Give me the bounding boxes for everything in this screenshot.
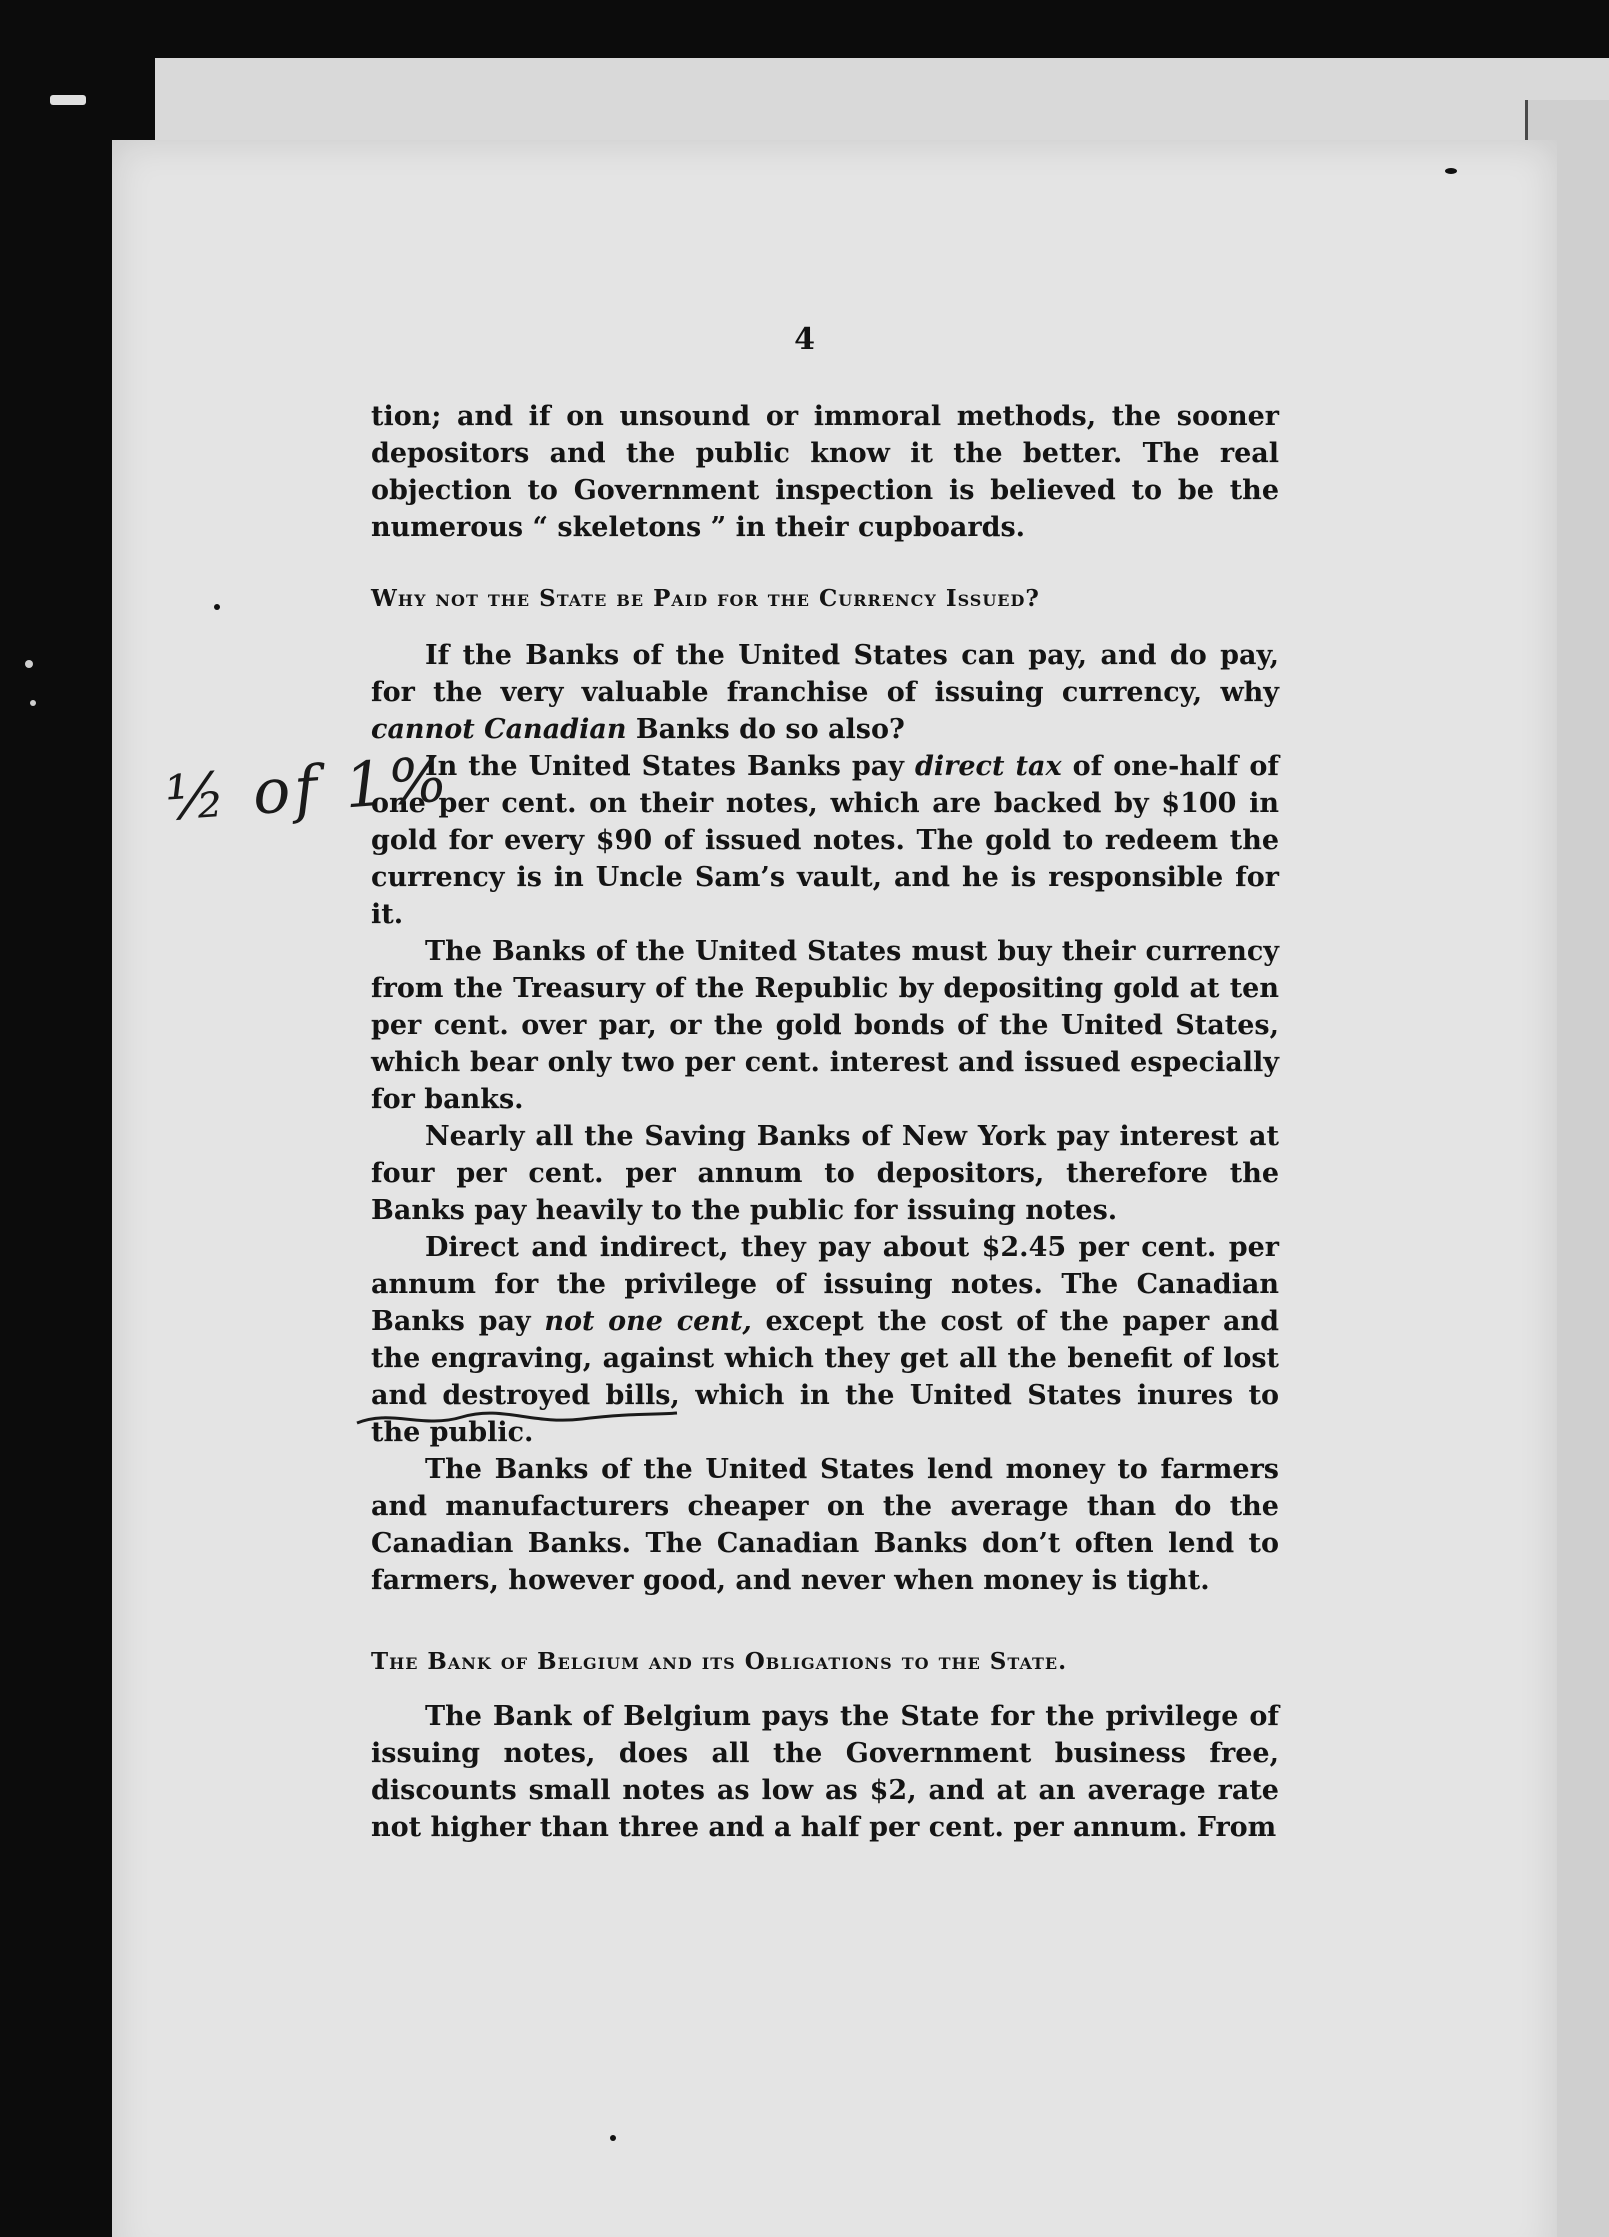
- currency-section-body: [371, 637, 1279, 1599]
- section-heading-belgium: The Bank of Belgium and its Obligations to the State.: [371, 1648, 1068, 1675]
- paragraph-direct-tax: In the United States Banks pay direct tax of one-half of one per cent. on their notes, which are backed by $100 in gold for every $90 of issued notes. The gold to redeem the currency is in Uncle Sam’s vault, and he is responsible for it.: [371, 751, 1279, 930]
- paragraph-bank-of-belgium: The Bank of Belgium pays the State for the privilege of issuing notes, does all the Government business free, discounts small notes as low as $2, and at an average rate not higher than three and a half per cent. per annum. From: [371, 1701, 1279, 1843]
- page-number: 4: [794, 322, 815, 357]
- handwritten-underline-icon: [352, 1395, 682, 1435]
- paragraph-treasury: The Banks of the United States must buy their currency from the Treasury of the Republic by depositing gold at ten per cent. over par, or the gold bonds of the United States, which bear only two per cent. interest and issued especially for banks.: [371, 936, 1279, 1115]
- scan-artifact: [1445, 168, 1457, 174]
- paragraph-franchise: If the Banks of the United States can pay, and do pay, for the very valuable franchise of issuing currency, why cannot Canadian Banks do so also?: [371, 640, 1279, 745]
- paragraph-saving-banks: Nearly all the Saving Banks of New York pay interest at four per cent. per annum to depositors, therefore the Banks pay heavily to the public for issuing notes.: [371, 1121, 1279, 1226]
- paragraph-lending: The Banks of the United States lend money to farmers and manufacturers cheaper on the average than do the Canadian Banks. The Canadian Banks don’t often lend to farmers, however good, and never when money is tight.: [371, 1454, 1279, 1596]
- paragraph-privilege-cost: Direct and indirect, they pay about $2.45 per cent. per annum for the privilege of issuing notes. The Canadian Banks pay not one cent, except the cost of the paper and the engraving, against which they get all the benefit of lost and destroyed bills, which in the United States inures to the public.: [371, 1232, 1279, 1448]
- handwritten-margin-note: ½ of 1%: [162, 742, 454, 835]
- intro-text-block: [371, 398, 1279, 546]
- scan-artifact: [25, 660, 33, 668]
- scan-artifact: [214, 604, 220, 610]
- scan-artifact: [610, 2135, 616, 2141]
- section-heading-currency: Why not the State be Paid for the Currency Issued?: [371, 585, 1040, 612]
- scan-artifact: [30, 700, 36, 706]
- belgium-section-body: [371, 1698, 1279, 1846]
- intro-paragraph: tion; and if on unsound or immoral methods, the sooner depositors and the public know it the better. The real objection to Government inspection is believed to be the numerous “ skeletons ” in their cupboards.: [371, 401, 1279, 543]
- scan-artifact: [50, 95, 86, 105]
